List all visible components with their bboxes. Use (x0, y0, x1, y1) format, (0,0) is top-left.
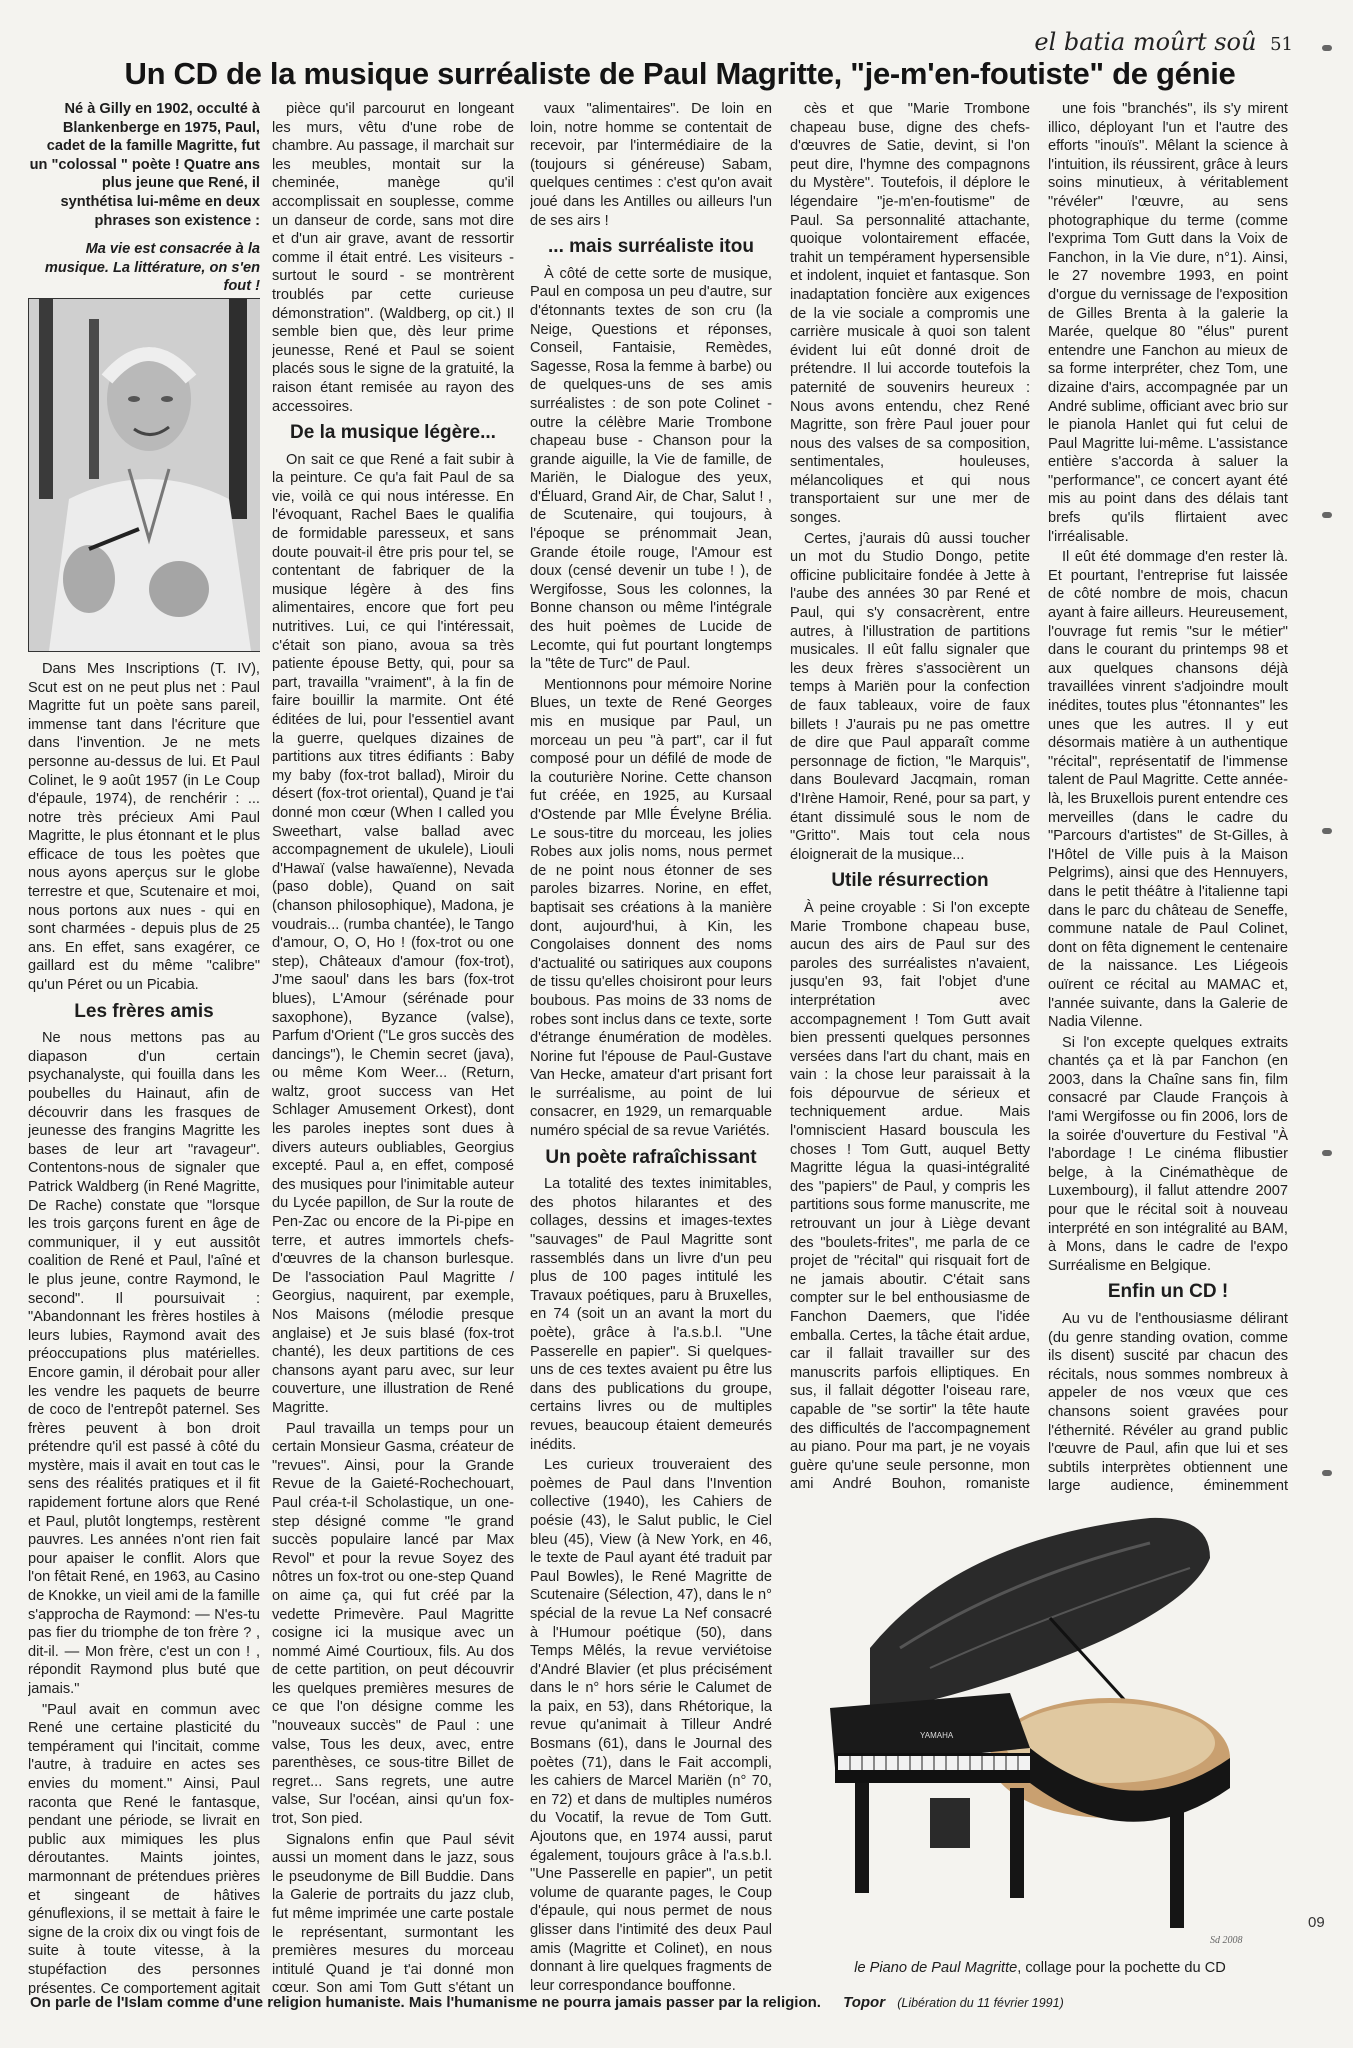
col1-paragraph-2: Ne nous mettons pas au diapason d'un certain psychanalyste, qui fouilla dans les poubelles du Hainaut, afin de découvrir dans les frasques de jeunesse des frangins Magritte les bases de leur art "ravageur". Contentons-nous de signaler que Patrick Waldberg (in René Magritte, De Rache) constate que "lorsque les trois garçons furent en âge de communiquer, il y eut aussitôt coalition de René et Paul, l'aîné et le plus jeune, contre Raymond, le second". Il poursuivait : "Abandonnant les frères hostiles à leurs lubies, Raymond avait des préoccupations plus matérielles. Encore gamin, il dérobait pour aller les vendre les paquets de beurre de coco de l'entrepôt paternel. Ses frères peuvent à bon droit prétendre qu'il est passé à côté du mystère, mais il avait en tout cas le sens des réalités pratiques et il fit rapidement fortune alors que René et Paul, plutôt longtemps, restèrent pauvres. Les années n'ont rien fait pour apaiser le conflit. Alors que l'on fêtait René, en 1963, au Casino de Knokke, un vieil ami de la famille s'approcha de Raymond: — N'es-tu pas fier du triomphe de ton frère ? , dit-il. — Mon frère, c'est un con ! , répondit Raymond plus buté que jamais." (28, 1030, 260, 1697)
subheading-utile-resurrection: Utile résurrection (831, 870, 989, 892)
piano-illustration (810, 1498, 1270, 1958)
margin-mark (1322, 1470, 1332, 1476)
side-page-number: 09 (1308, 1914, 1325, 1931)
col4-paragraph-3: À peine croyable : Si l'on excepte Marie Trombone chapeau buse, aucun des airs de Paul sur des paroles des surréalistes n'avaient, jusqu'en 93, fait l'objet d'une interprétation avec accompagnement ! Tom Gutt avait bien pressenti quelques personnes versées dans l'art du chant, mais en vain : la chose leur paraissait à la fois dépourvue de sérieux et techniquement ardue. Mais l'omniscient Hasard bouscula les choses ! Tom Gutt, auquel Betty Magritte légua la quasi-intégralité des "papiers" de Paul, y compris les partitions sous forme manuscrite, me retrouvant un jour à Liège devant des "boulets-frites", me parla de ce projet de "récital" qui risquait fort de ne jamais aboutir. C'était sans compter sur le bel enthousiasme de Fanchon Daemers, que l'idée emballa. Certes, la tâche était ardue, car il fallait travailler sur des manuscrits parfois elliptiques. En sus, il fallait dégotter l'oiseau rare, capable de "se sortir" la tête haute des difficultés de l'accompagnement au piano. Pour ma part, je ne voyais guère qu'une seule personne, mon ami André Bouhon, romaniste (790, 899, 1030, 1493)
footer-quote (30, 1994, 1330, 2011)
footer-quote-source: (Libération du 11 février 1991) (897, 1996, 1064, 2010)
col1-paragraph-1: Dans Mes Inscriptions (T. IV), Scut est on ne peut plus net : Paul Magritte fut un poète sans pareil, immense tant dans l'écriture que dans l'invention. Je ne mets personne au-dessus de lui. Et Paul Colinet, le 9 août 1957 (in Le Coup d'épaule, 1974), de renchérir : ... notre très précieux Ami Paul Magritte, le plus étonnant et le plus efficace de tous les poètes que nous ayons aperçus sur le globe terrestre et que, Scutenaire et moi, nous portons aux nues - qui en sont charmées - depuis plus de 25 ans. En effet, sans exagérer, ce gaillard est du même "calibre" qu'un Péret ou un Picabia. (28, 660, 260, 994)
intro-text: Né à Gilly en 1902, occulté à Blankenberge en 1975, Paul, cadet de la famille Magritte, fut un "colossal " poète ! Quatre ans plus jeune que René, il synthétisa lui-même en deux phrases son existence : (29, 101, 260, 229)
col5-paragraph-4: Au vu de l'enthousiasme délirant (du genre standing ovation, comme ils disent) suscité par chacun des récitals, nous sommes nombreux à appeler de nos vœux que ces chansons soient gravées pour l'éthernité. Révéler au grand public l'œuvre de Paul, afin que lui et ses subtils interprètes obtiennent une large audience, éminemment (1048, 1311, 1288, 1495)
article-headline: Un CD de la musique surréaliste de Paul Magritte, "je-m'en-foutiste" de génie (124, 56, 1236, 91)
footer-quote-text: On parle de l'Islam comme d'une religion humaniste. Mais l'humanisme ne pourra jamais passer par la religion. (30, 1994, 821, 2011)
masthead (1034, 28, 1293, 56)
col3-paragraph-1: vaux "alimentaires". De loin en loin, notre homme se contentait de recevoir, par l'intermédiaire de la (toujours si généreuse) Sabam, quelques centimes : c'est qu'on avait joué dans les Antilles ou ailleurs l'un de ses airs ! (530, 101, 772, 229)
col2-paragraph-1: pièce qu'il parcourut en longeant les murs, vêtu d'une robe de chambre. Au passage, il marchait sur les meubles, montait sur la cheminée, manège qu'il accomplissait en souplesse, comme un danseur de corde, sans mot dire et d'un air grave, avant de ressortir comme il était entré. Les visiteurs - surtout le sourd - se montrèrent troublés par cette curieuse démonstration". (Waldberg, op cit.) Il semble bien que, dès leur prime jeunesse, René et Paul se soient placés sous le signe de la gratuité, la raison étant remisée au rayon des accessoires. (272, 101, 514, 415)
margin-mark (1322, 512, 1332, 518)
margin-mark (1322, 828, 1332, 834)
piano-collage (810, 1498, 1270, 1958)
margin-mark (1322, 45, 1332, 51)
caption-title: le Piano de Paul Magritte (854, 1960, 1018, 1976)
column-2 (272, 100, 514, 1995)
subheading-musique-legere: De la musique légère... (290, 422, 496, 444)
piano-caption (810, 1960, 1270, 1976)
subheading-poete-rafraichissant: Un poète rafraîchissant (545, 1146, 757, 1168)
subheading-enfin-un-cd: Enfin un CD ! (1107, 1281, 1229, 1303)
margin-mark (1322, 1150, 1332, 1156)
masthead-title: el batia moûrt soû (1034, 28, 1257, 56)
subheading-freres-amis: Les frères amis (74, 1000, 214, 1022)
col4-paragraph-1: cès et que "Marie Trombone chapeau buse, digne des chefs-d'œuvres de Satie, devint, si l'on peut dire, l'hymne des compagnons du Mystère". Toutefois, il déplore le légendaire "je-m'en-foutisme" de Paul. Sa personnalité attachante, quoique volontairement effacée, trahit un tempérament hypersensible et indolent, inquiet et fantasque. Son inadaptation foncière aux exigences de la vie sociale a compromis une carrière musicale à quoi son talent évident lui eût donné droit de prétendre. Il lui accorde toutefois la paternité de souvenirs heureux : Nous avons entendu, chez René Magritte, son frère Paul jouer pour nous des valses de sa composition, sentimentales, houleuses, mélancoliques et qui nous transportaient sur une mer de songes. (790, 101, 1030, 527)
col2-paragraph-2: On sait ce que René a fait subir à la peinture. Ce qu'a fait Paul de sa vie, voilà ce qui nous intéresse. En l'évoquant, Rachel Baes le qualifia de formidable paresseux, et sans doute pouvait-il être pris pour tel, se contentant de fabriquer de la musique légère à des fins alimentaires, encore que fort peu nutritives. Lui, ce qui l'intéressait, c'était son piano, avoua sa très patiente épouse Betty, qui, pour sa part, travailla "vraiment", à la fin de faire bouillir la marmite. Ont été éditées de lui, pour l'essentiel avant la guerre, quelques dizaines de partitions aux titres édifiants : Baby my baby (fox-trot ballad), Miroir du désert (fox-trot oriental), Quand je t'ai donné mon cœur (When I called you Sweethart, valse ballad avec accompagnement de ukulele), Liouli d'Hawaï (valse hawaïenne), Nevada (paso doble), Quand on sait (chanson philosophique), Madona, je voudrais... (rumba chantée), le Tango d'amour, O, O, Ho ! (fox-trot ou one step), Châteaux d'amour (fox-trot), J'me saoul' dans les bars (fox-trot blues), L'Amour (sérénade pour saxophone), Byzance (valse), Parfum d'Orient ("Le gros succès des dancings"), le Chemin secret (java), ou même Kom Weer... (Return, waltz, groot success van Het Schlager Amusement Orkest), dont les paroles ineptes sont dues à divers auteurs oubliables, Georgius excepté. Paul a, en effet, composé des musiques pour l'inimitable auteur du Lycée papillon, de Sur la route de Pen-Zac ou encore de la Pi-pipe en terre, et autres immortels chefs-d'œuvres de la chanson burlesque. De l'association Paul Magritte / Georgius, naquirent, par exemple, Nos Maisons (mélodie presque anglaise) et Je suis blasé (fox-trot chanté), les deux partitions de ces chansons ayant paru avec, sur leur couverture, une illustration de René Magritte. (272, 451, 514, 1416)
col3-paragraph-2: À côté de cette sorte de musique, Paul en composa un peu d'autre, sur d'étonnants textes de son cru (la Neige, Questions et réponses, Conseil, Fantaisie, Remèdes, Sagesse, Rosa la femme à barbe) ou de quelques-uns de ses amis surréalistes : de son pote Colinet - outre la célèbre Marie Trombone chapeau buse - Chanson pour la grande aiguille, la Vie de famille, de Mariën, le Dialogue des yeux, d'Éluard, Grand Air, de Char, Salut ! , de Scutenaire, qui toujours, à l'époque se prénommait Jean, Grande étoile rouge, l'Amour est doux (censé devenir un tube ! ), de Wergifosse, Sous les colonnes, la Bonne chanson ou même l'intégrale des huit poèmes de Lucide de Lecomte, qui fut pourtant longtemps la "tête de Turc" de Paul. (530, 265, 772, 673)
col4-paragraph-2: Certes, j'aurais dû aussi toucher un mot du Studio Dongo, petite officine publicitaire fondée à Jette à l'aube des années 30 par René et Paul, qui s'y consacrèrent, entre autres, à l'illustration de partitions musicales. Il eût fallu signaler que les deux frères s'associèrent un temps à Mariën pour la confection de faux tableaux, voire de faux billets ! J'aurais pu ne pas omettre de dire que Paul apparaît comme personnage de fiction, "le Marquis", dans Boulevard Jacqmain, roman d'Irène Hamoir, René, pour sa part, y étant dissimulé sous le nom de "Gritto". Mais tout cela nous éloignerait de la musique... (790, 530, 1030, 863)
column-5 (1048, 100, 1288, 1495)
col5-paragraph-2: Il eût été dommage d'en rester là. Et pourtant, l'entreprise fut laissée de côté nombre de mois, chacun ayant à faire ailleurs. Heureusement, l'ouvrage fut remis "sur le métier" dans le courant du printemps 98 et aux quelques chansons déjà travaillées vinrent s'adjoindre moult inédites, toutes plus "étonnantes" les unes que les autres. Il y eut désormais matière à un authentique "récital", représentatif de l'immense talent de Paul Magritte. Cette année-là, les Bruxellois purent entendre ces merveilles (dans le cadre du "Parcours d'artistes" de St-Gilles, à l'Hôtel de Ville puis à la Maison Pelgrims), ainsi que des Hennuyers, dans le petit théâtre à l'italienne tapi dans le parc du château de Seneffe, commune natale de Paul Colinet, dont on fêta dignement le centenaire de la naissance. Les Liégeois ouïrent ce récital au MAMAC et, l'année suivante, dans la Galerie de Nadia Vilenne. (1048, 549, 1288, 1031)
intro-block (28, 100, 260, 230)
col5-paragraph-1: une fois "branchés", ils s'y mirent illico, déployant l'un et l'autre des efforts "inouïs". Mêlant la science à l'intuition, ils réussirent, grâce à leurs soins minutieux, à véritablement "révéler" l'œuvre, au sens photographique du terme (comme l'exprima Tom Gutt dans la Voix de Fanchon, in la Vie dure, n°1). Ainsi, le 27 novembre 1993, en point d'orgue du vernissage de l'exposition de Gilles Brenta à la galerie la Marée, quelque 80 "élus" purent entendre une Fanchon au mieux de sa forme interpréter, chez Tom, une dizaine d'airs, accompagnée par un André sublime, officiant avec brio sur le pianola Hanlet qui fut celui de Paul Magritte lui-même. L'assistance entière s'accorda à saluer la "performance", ce concert ayant été mis au point dans des délais tant brefs qu'ils flirtaient avec l'irréalisable. (1048, 101, 1288, 545)
col5-paragraph-3: Si l'on excepte quelques extraits chantés ça et là par Fanchon (en 2003, dans la Chaîne sans fin, film consacré par Claude François à l'ami Wergifosse ou fin 2006, lors de la soirée d'ouverture du Festival "À l'abordage ! Le cinéma flibustier belge, à la Cinémathèque de Luxembourg), il fallut attendre 2007 pour que le récital soit à nouveau interprété en son intégralité au BAM, à Mons, dans le cadre de l'expo Surréalisme en Belgique. (1048, 1034, 1288, 1274)
col2-paragraph-4: Signalons enfin que Paul sévit aussi un moment dans le jazz, sous le pseudonyme de Bill Buddie. Dans la Galerie de portraits du jazz club, fut même imprimée une carte postale le représentant, surmontant les premières mesures du morceau intitulé Quand je t'ai donné mon cœur. Son ami Tom Gutt s'étant un (272, 1831, 514, 1995)
portrait-photo (28, 298, 260, 652)
col3-paragraph-3: Mentionnons pour mémoire Norine Blues, un texte de René Georges mis en musique par Paul, un morceau un peu "à part", car il fut composé pour un défilé de mode de la couturière Norine. Cette chanson fut créée, en 1925, au Kursaal d'Ostende par Mlle Évelyne Brélia. Le sous-titre du morceau, les jolies Robes aux jolis noms, nous permet de ne point nous étonner de ses paroles bizarres. Norine, en effet, baptisait ses créations à la manière dont, aujourd'hui, à Kin, les Congolaises donnent des noms d'actualité ou satiriques aux coupons de tissu qu'elles choisiront pour leurs boubous. Pas moins de 33 noms de robes sont inclus dans ce texte, sorte d'étrange énumération de modèles. Norine fut l'épouse de Paul-Gustave Van Hecke, amateur d'art prisant fort le surréalisme, au point de lui consacrer, en 1929, un remarquable numéro spécial de sa revue Variétés. (530, 676, 772, 1140)
footer-quote-author: Topor (843, 1994, 886, 2011)
page-number: 51 (1270, 34, 1293, 55)
caption-rest: , collage pour la pochette du CD (1017, 1960, 1226, 1976)
col3-paragraph-5: Les curieux trouveraient des poèmes de Paul dans l'Invention collective (1940), les Cahiers de poésie (43), le Salut public, le Ciel bleu (45), View (à New York, en 46, le texte de Paul ayant été traduit par Paul Bowles), le René Magritte de Scutenaire (Sélection, 47), dans le n° spécial de la revue La Nef consacré à l'Humour poétique (50), dans Temps Mêlés, la revue verviétoise d'André Blavier (et plus précisément dans le n° hors série le Calumet de la paix, en 53), dans Rhétorique, la revue qu'animait à Tilleur André Bosmans (61), dans le Journal des poètes (71), dans le Fait accompli, les cahiers de Marcel Mariën (n° 70, en 72) et dans de multiples numéros du Vocatif, la revue de Tom Gutt. Ajoutons que, en 1974 aussi, parut également, toujours grâce à l'a.s.b.l. "Une Passerelle en papier", un petit volume de quarante pages, le Coup d'épaule, qui nous permet de nous glisser dans l'intimité des deux Paul amis (Magritte et Colinet), en nous donnant à lire quelques fragments de leur correspondance bouffonne. (530, 1457, 772, 1994)
col2-paragraph-3: Paul travailla un temps pour un certain Monsieur Gasma, créateur de "revues". Ainsi, pour la Grande Revue de la Gaieté-Rochechouart, Paul créa-t-il Scholastique, un one-step désigné comme "le grand succès populaire lancé par Max Revol" et pour la revue Soyez des nôtres un fox-trot ou one-step Quand on aime ça, qui fut créé par la vedette Primevère. Paul Magritte cosigne ici la musique avec un nommé Aimé Courtioux, fils. Au dos de cette partition, on peut découvrir les quelques premières mesures de ce que l'on désigne comme les "nouveaux succès" de Paul : une valse, Tous les deux, avec, entre parenthèses, ce sous-titre Billet de regret... Sans regrets, une autre valse, Sur l'océan, ainsi qu'un fox-trot, Son pied. (272, 1420, 514, 1828)
column-3 (530, 100, 772, 1995)
column-4 (790, 100, 1030, 1495)
col1-paragraph-3: "Paul avait en commun avec René une certaine plasticité du tempérament qui l'incitait, comme l'autre, à traduire en actes ses envies du moment." Ainsi, Paul raconta que René le fantasque, pendant une période, se livrait en public aux mimiques les plus déroutantes. Maints jointes, marmonnant de prétendues prières et singeant de hâtives génuflexions, il se mettait à faire le signe de la croix dix ou vingt fois de suite à toute vitesse, à la stupéfaction des personnes présentes. Ce comportement agitait (28, 1701, 260, 1995)
portrait-illustration (29, 299, 260, 651)
artist-mark: Sd 2008 (1210, 1935, 1243, 1946)
piano-brand: YAMAHA (920, 1731, 954, 1740)
subheading-surrealiste-itou: ... mais surréaliste itou (548, 236, 754, 258)
column-1 (28, 100, 260, 1995)
col3-paragraph-4: La totalité des textes inimitables, des photos hilarantes et des collages, dessins et images-textes "sauvages" de Paul Magritte sont rassemblés dans un livre d'un peu plus de 100 pages intitulé les Travaux poétiques, paru à Bruxelles, en 74 (soit un an avant la mort du poète), grâce à l'a.s.b.l. "Une Passerelle en papier". Si quelques-uns de ces textes avaient pu être lus dans des publications du groupe, certains livres ou de multiples revues, beaucoup étaient demeurés inédits. (530, 1176, 772, 1453)
intro-quote: Ma vie est consacrée à la musique. La littérature, on s'en fout ! (44, 241, 260, 295)
